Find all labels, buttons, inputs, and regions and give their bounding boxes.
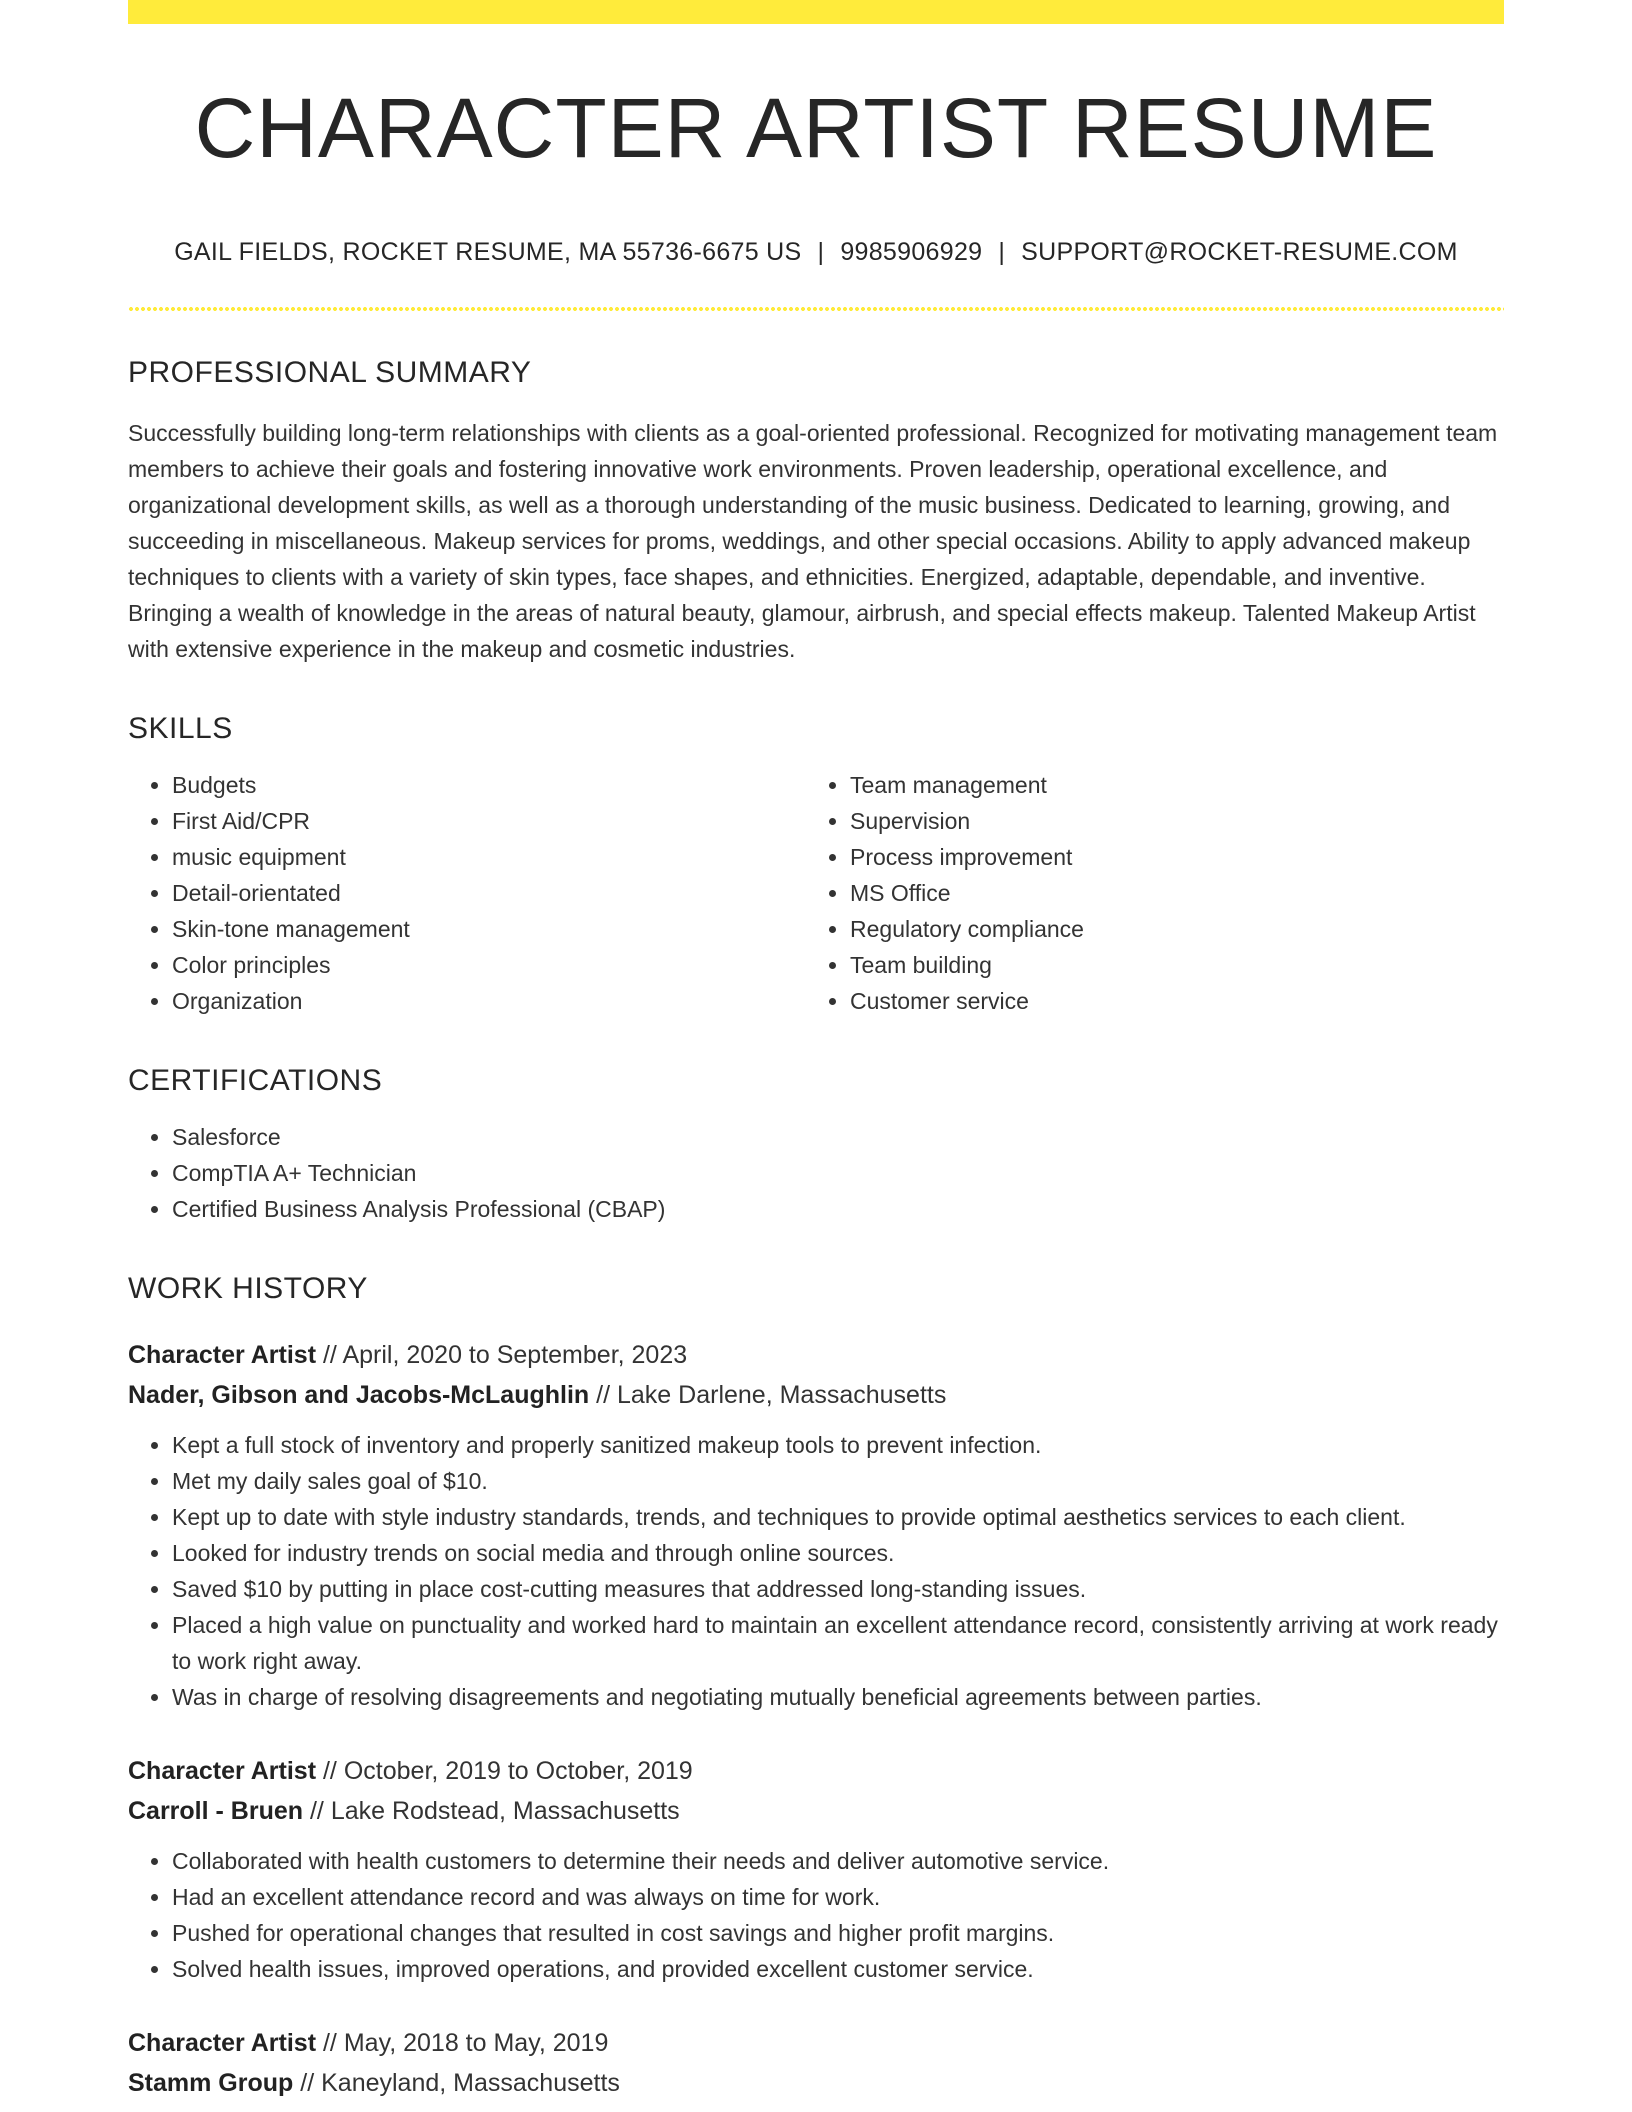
summary-text: Successfully building long-term relationships with clients as a goal-oriented professional. Recognized for motivating management team members to achieve their goals and fostering innovative work environments. Proven leadership, operational excellence, and organizational development skills, as well as a thorough understanding of the music business. Dedicated to learning, growing, and succeeding in miscellaneous. Makeup services for proms, weddings, and other special occasions. Ability to apply advanced makeup techniques to clients with a variety of skin types, face shapes, and ethnicities. Energized, adaptable, dependable, and inventive. Bringing a wealth of knowledge in the areas of natural beauty, glamour, airbrush, and special effects makeup. Talented Makeup Artist with extensive experience in the makeup and cosmetic industries. [128,420,1498,663]
skill-item: • Process improvement [850,839,1484,875]
summary-heading: PROFESSIONAL SUMMARY [128,356,532,390]
job-location: Lake Rodstead, Massachusetts [330,1797,680,1826]
job-title: Character Artist [128,1757,317,1786]
job-bullet: • Looked for industry trends on social media and through online sources. [172,1535,1504,1571]
job-separator: // [322,1341,337,1370]
skills-columns [128,747,1504,1019]
job-separator: // [596,1381,611,1410]
contact-address: GAIL FIELDS, ROCKET RESUME, MA 55736-6675 US [174,238,802,267]
job-title-line [128,1335,1504,1375]
certification-item: • CompTIA A+ Technician [172,1155,1504,1191]
job-bullet: • Had an excellent attendance record and was always on time for work. [172,1879,1504,1915]
contact-separator: | [998,238,1006,267]
job-dates: April, 2020 to September, 2023 [342,1341,688,1370]
job-title-line [128,2023,1504,2063]
work-history-heading: WORK HISTORY [128,1272,368,1306]
job-company-line [128,2063,1504,2103]
job-company: Nader, Gibson and Jacobs-McLaughlin [128,1381,590,1410]
resume-title: CHARACTER ARTIST RESUME [194,81,1438,175]
skills-heading: SKILLS [128,712,233,746]
skill-item: • Supervision [850,803,1484,839]
job-location: Kaneyland, Massachusetts [321,2069,620,2098]
job-bullet: • Saved $10 by putting in place cost-cutting measures that addressed long-standing issues. [172,1571,1504,1607]
contact-email[interactable]: SUPPORT@ROCKET-RESUME.COM [1021,238,1458,267]
job-separator: // [300,2069,315,2098]
job-bullets [128,1843,1504,1987]
job-separator: // [309,1797,324,1826]
job-bullet: • Met my daily sales goal of $10. [172,1463,1504,1499]
skills-list-left [128,767,806,1019]
job-entry [128,2023,1504,2103]
job-separator: // [322,2029,337,2058]
job-separator: // [322,1757,337,1786]
job-bullet: • Was in charge of resolving disagreements and negotiating mutually beneficial agreements between parties. [172,1679,1504,1715]
skill-item: • Skin-tone management [172,911,806,947]
contact-separator: | [817,238,825,267]
certification-item: • Certified Business Analysis Professional (CBAP) [172,1191,1504,1227]
certifications-list [128,1119,1504,1227]
job-bullet: • Kept up to date with style industry standards, trends, and techniques to provide optimal aesthetics services to each client. [172,1499,1504,1535]
job-company-line [128,1375,1504,1415]
job-dates: October, 2019 to October, 2019 [343,1757,693,1786]
certification-item: • Salesforce [172,1119,1504,1155]
top-accent-bar [128,0,1504,24]
job-company: Stamm Group [128,2069,294,2098]
skill-item: • Detail-orientated [172,875,806,911]
skill-item: • Team management [850,767,1484,803]
skill-item: • First Aid/CPR [172,803,806,839]
skill-item: • MS Office [850,875,1484,911]
dotted-divider [128,307,1504,311]
job-company-line [128,1791,1504,1831]
job-bullet: • Solved health issues, improved operations, and provided excellent customer service. [172,1951,1504,1987]
skill-item: • Team building [850,947,1484,983]
skill-item: • Customer service [850,983,1484,1019]
skills-list-right [806,767,1484,1019]
resume-page [128,0,1504,2103]
job-bullets [128,1427,1504,1715]
skill-item: • Organization [172,983,806,1019]
job-bullet: • Pushed for operational changes that resulted in cost savings and higher profit margins. [172,1915,1504,1951]
job-title: Character Artist [128,2029,317,2058]
skill-item: • Budgets [172,767,806,803]
contact-phone[interactable]: 9985906929 [840,238,983,267]
job-title: Character Artist [128,1341,317,1370]
skill-item: • music equipment [172,839,806,875]
certifications-heading: CERTIFICATIONS [128,1064,383,1098]
job-dates: May, 2018 to May, 2019 [343,2029,609,2058]
job-bullet: • Kept a full stock of inventory and properly sanitized makeup tools to prevent infection. [172,1427,1504,1463]
skill-item: • Color principles [172,947,806,983]
skill-item: • Regulatory compliance [850,911,1484,947]
job-title-line [128,1751,1504,1791]
job-bullet: • Collaborated with health customers to determine their needs and deliver automotive service. [172,1843,1504,1879]
contact-line [128,238,1504,267]
job-entry [128,1335,1504,1715]
job-entry [128,1751,1504,1987]
job-company: Carroll - Bruen [128,1797,304,1826]
job-bullet: • Placed a high value on punctuality and worked hard to maintain an excellent attendance record, consistently arriving at work ready to work right away. [172,1607,1504,1679]
job-location: Lake Darlene, Massachusetts [617,1381,947,1410]
